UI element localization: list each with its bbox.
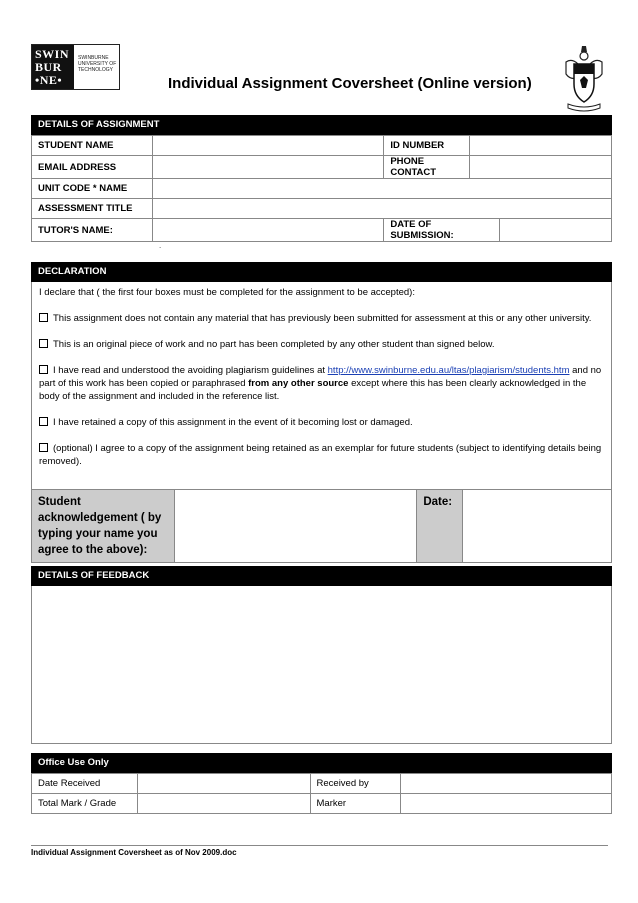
- declaration-item: [39, 364, 604, 403]
- swinburne-logo: [31, 44, 120, 90]
- email-field[interactable]: [152, 156, 383, 179]
- acknowledgement-label: Student acknowledgement ( by typing your name you agree to the above):: [32, 490, 175, 563]
- unit-code-label: UNIT CODE * NAME: [32, 179, 153, 199]
- logo-mark-line: •NE•: [35, 73, 63, 87]
- date-received-label: Date Received: [32, 774, 138, 794]
- logo-name-line: TECHNOLOGY: [78, 67, 114, 73]
- checkbox[interactable]: [39, 365, 48, 374]
- declaration-header: DECLARATION: [31, 262, 612, 282]
- checkbox[interactable]: [39, 313, 48, 322]
- marker-field[interactable]: [401, 794, 612, 814]
- checkbox[interactable]: [39, 417, 48, 426]
- received-by-field[interactable]: [401, 774, 612, 794]
- id-number-label: ID NUMBER: [384, 136, 470, 156]
- logo-name-line: SWINBURNE: [78, 55, 109, 61]
- office-header: Office Use Only: [31, 753, 612, 773]
- total-mark-label: Total Mark / Grade: [32, 794, 138, 814]
- declaration-item-text: I have retained a copy of this assignment in the event of it becoming lost or damaged.: [53, 417, 413, 428]
- tutor-label: TUTOR'S NAME:: [32, 219, 153, 242]
- total-mark-field[interactable]: [137, 794, 310, 814]
- student-name-field[interactable]: [152, 136, 383, 156]
- declaration-intro: I declare that ( the first four boxes must be completed for the assignment to be accepted):: [39, 287, 415, 298]
- unit-code-field[interactable]: [152, 179, 611, 199]
- page-title: Individual Assignment Coversheet (Online version): [168, 75, 532, 92]
- details-header: DETAILS OF ASSIGNMENT: [31, 115, 612, 135]
- marker-label: Marker: [310, 794, 401, 814]
- ack-date-label: Date:: [417, 490, 463, 563]
- university-crest-icon: [560, 44, 608, 116]
- declaration-item-text: (optional) I agree to a copy of the assignment being retained as an exemplar for future students (subject to identifying details being removed).: [39, 443, 602, 467]
- acknowledgement-table: [31, 489, 612, 563]
- date-submission-label: DATE OF SUBMISSION:: [384, 219, 500, 242]
- declaration-item: [39, 442, 604, 468]
- logo-mark-line: BUR: [35, 60, 62, 74]
- received-by-label: Received by: [310, 774, 401, 794]
- declaration-item-text: This assignment does not contain any material that has previously been submitted for assessment at this or any other university.: [53, 313, 592, 324]
- logo-mark-line: SWIN: [35, 47, 70, 61]
- declaration-item-text: This is an original piece of work and no part has been completed by any other student than signed below.: [53, 339, 495, 350]
- email-label: EMAIL ADDRESS: [32, 156, 153, 179]
- date-submission-field[interactable]: [500, 219, 612, 242]
- declaration-item: [39, 416, 604, 429]
- plagiarism-link[interactable]: http://www.swinburne.edu.au/ltas/plagiarism/students.htm: [327, 365, 570, 376]
- phone-field[interactable]: [470, 156, 612, 179]
- assessment-title-field[interactable]: [152, 199, 611, 219]
- office-table: [31, 773, 612, 814]
- logo-mark: [32, 45, 74, 89]
- logo-name: [74, 45, 119, 89]
- feedback-header: DETAILS OF FEEDBACK: [31, 566, 612, 586]
- checkbox[interactable]: [39, 443, 48, 452]
- footer-divider: [31, 845, 608, 846]
- logo-name-line: UNIVERSITY OF: [78, 61, 117, 67]
- tutor-field[interactable]: [152, 219, 383, 242]
- declaration-item-text: and no part of this work has been copied or paraphrased: [39, 365, 602, 389]
- assessment-title-label: ASSESSMENT TITLE: [32, 199, 153, 219]
- id-number-field[interactable]: [470, 136, 612, 156]
- student-name-label: STUDENT NAME: [32, 136, 153, 156]
- declaration-item-text: except where this has been clearly acknowledged in the body of the assignment and included in the reference list.: [39, 378, 587, 402]
- acknowledgement-field[interactable]: [174, 490, 416, 563]
- declaration-item: [39, 312, 604, 325]
- declaration-item: [39, 338, 604, 351]
- declaration-body: [31, 282, 612, 490]
- date-received-field[interactable]: [137, 774, 310, 794]
- declaration-item-bold: from any other source: [248, 378, 349, 389]
- details-table: [31, 135, 612, 242]
- feedback-area[interactable]: [31, 586, 612, 744]
- ack-date-field[interactable]: [463, 490, 612, 563]
- stray-dot: .: [159, 241, 162, 250]
- footer-text: Individual Assignment Coversheet as of Nov 2009.doc: [31, 848, 237, 857]
- phone-label: PHONE CONTACT: [384, 156, 470, 179]
- declaration-item-text: I have read and understood the avoiding plagiarism guidelines at: [53, 365, 328, 376]
- checkbox[interactable]: [39, 339, 48, 348]
